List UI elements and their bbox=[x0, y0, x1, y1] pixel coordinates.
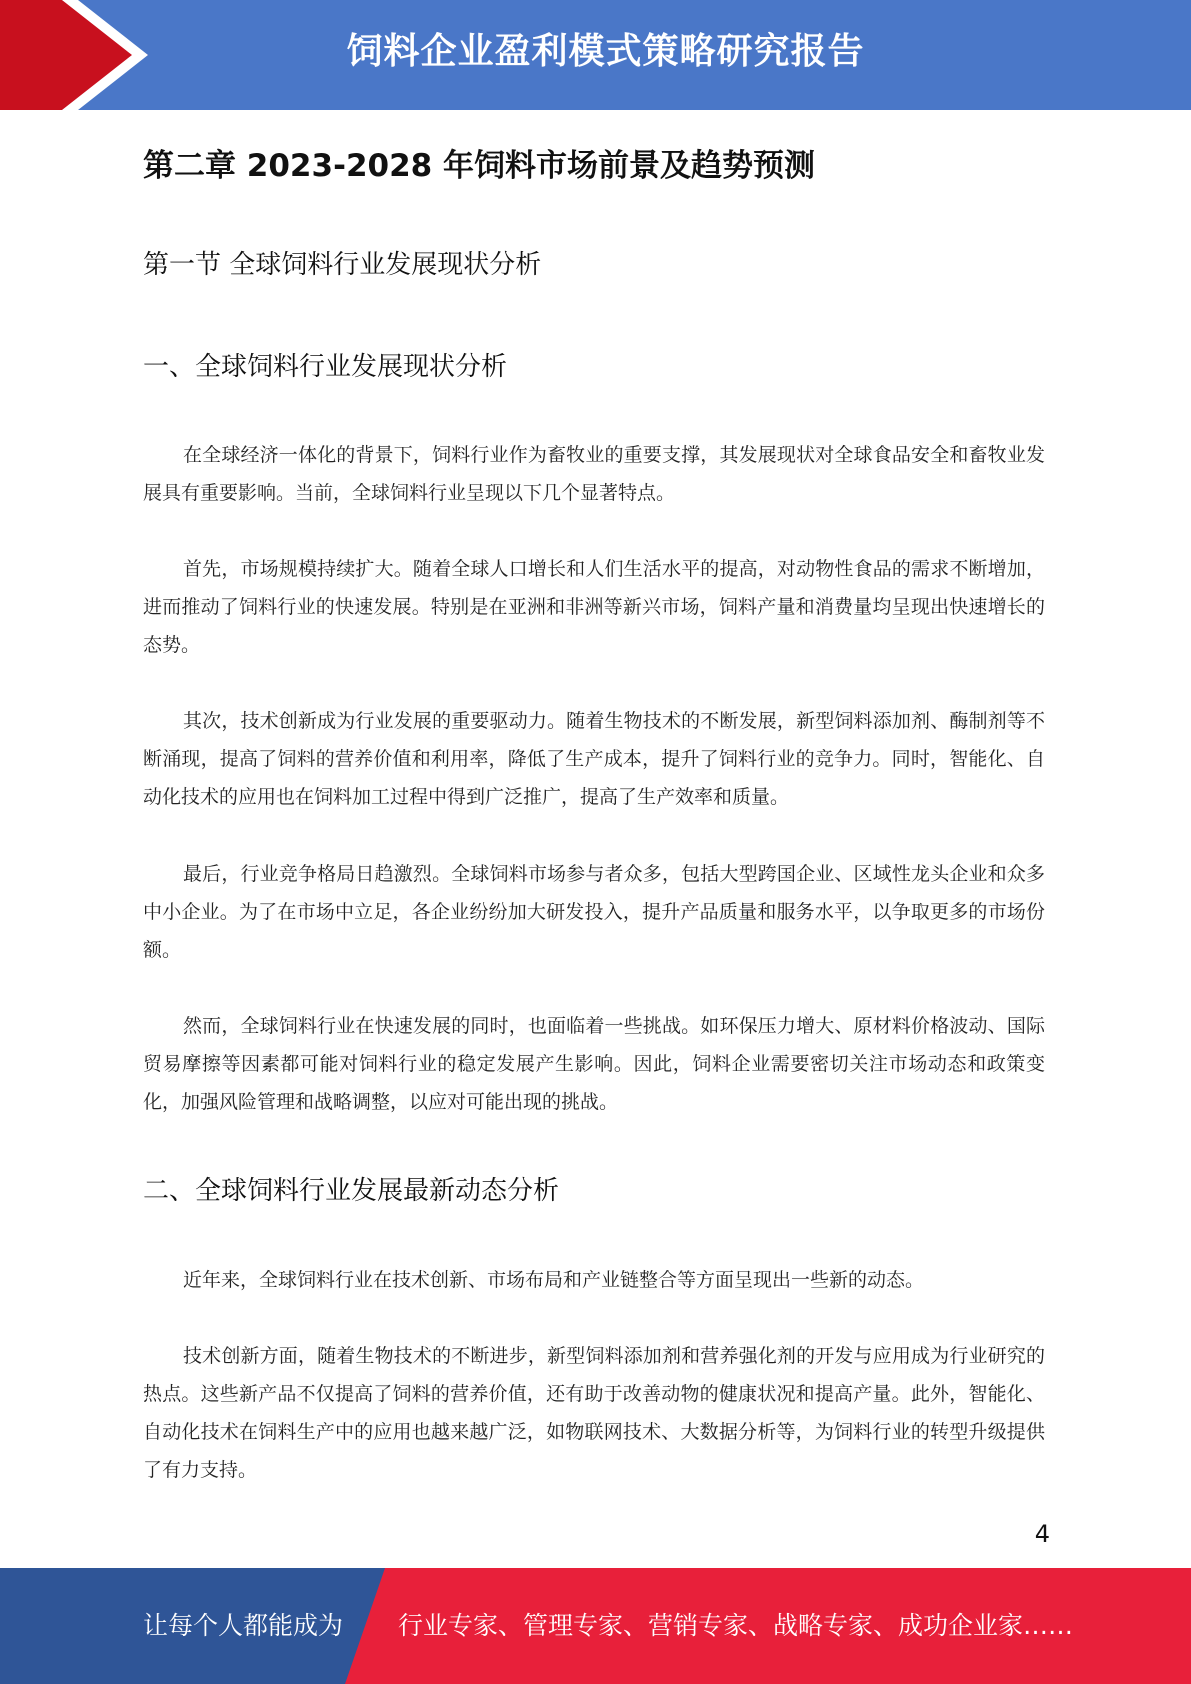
paragraph: 在全球经济一体化的背景下，饲料行业作为畜牧业的重要支撑，其发展现状对全球食品安全和畜牧业发展具有重要影响。当前，全球饲料行业呈现以下几个显著特点。 bbox=[143, 444, 1045, 504]
chapter-title: 第二章 2023-2028 年饲料市场前景及趋势预测 bbox=[143, 148, 816, 184]
subsection-title-2: 二、全球饲料行业发展最新动态分析 bbox=[143, 1176, 560, 1206]
page-number: 4 bbox=[1034, 1520, 1050, 1548]
footer-slogan-right: 行业专家、管理专家、营销专家、战略专家、成功企业家…… bbox=[398, 1611, 1074, 1640]
section-title: 第一节 全球饲料行业发展现状分析 bbox=[143, 250, 542, 280]
report-footer bbox=[0, 1568, 1191, 1684]
report-header bbox=[0, 0, 1191, 110]
paragraph: 首先，市场规模持续扩大。随着全球人口增长和人们生活水平的提高，对动物性食品的需求不断增加，进而推动了饲料行业的快速发展。特别是在亚洲和非洲等新兴市场，饲料产量和消费量均呈现出快速增长的态势。 bbox=[143, 558, 1045, 656]
subsection-title-1: 一、全球饲料行业发展现状分析 bbox=[143, 352, 508, 382]
footer-slogan-left: 让每个人都能成为 bbox=[143, 1611, 344, 1640]
paragraph: 技术创新方面，随着生物技术的不断进步，新型饲料添加剂和营养强化剂的开发与应用成为行业研究的热点。这些新产品不仅提高了饲料的营养价值，还有助于改善动物的健康状况和提高产量。此外，智能化、自动化技术在饲料生产中的应用也越来越广泛，如物联网技术、大数据分析等，为饲料行业的转型升级提供了有力支持。 bbox=[143, 1345, 1045, 1481]
paragraph: 其次，技术创新成为行业发展的重要驱动力。随着生物技术的不断发展，新型饲料添加剂、酶制剂等不断涌现，提高了饲料的营养价值和利用率，降低了生产成本，提升了饲料行业的竞争力。同时，智能化、自动化技术的应用也在饲料加工过程中得到广泛推广，提高了生产效率和质量。 bbox=[143, 710, 1045, 808]
paragraph: 近年来，全球饲料行业在技术创新、市场布局和产业链整合等方面呈现出一些新的动态。 bbox=[183, 1269, 925, 1291]
paragraph: 然而，全球饲料行业在快速发展的同时，也面临着一些挑战。如环保压力增大、原材料价格波动、国际贸易摩擦等因素都可能对饲料行业的稳定发展产生影响。因此，饲料企业需要密切关注市场动态和政策变化，加强风险管理和战略调整，以应对可能出现的挑战。 bbox=[143, 1015, 1045, 1113]
report-title: 饲料企业盈利模式策略研究报告 bbox=[346, 31, 865, 72]
paragraph: 最后，行业竞争格局日趋激烈。全球饲料市场参与者众多，包括大型跨国企业、区域性龙头企业和众多中小企业。为了在市场中立足，各企业纷纷加大研发投入，提升产品质量和服务水平，以争取更多的市场份额。 bbox=[143, 863, 1045, 961]
